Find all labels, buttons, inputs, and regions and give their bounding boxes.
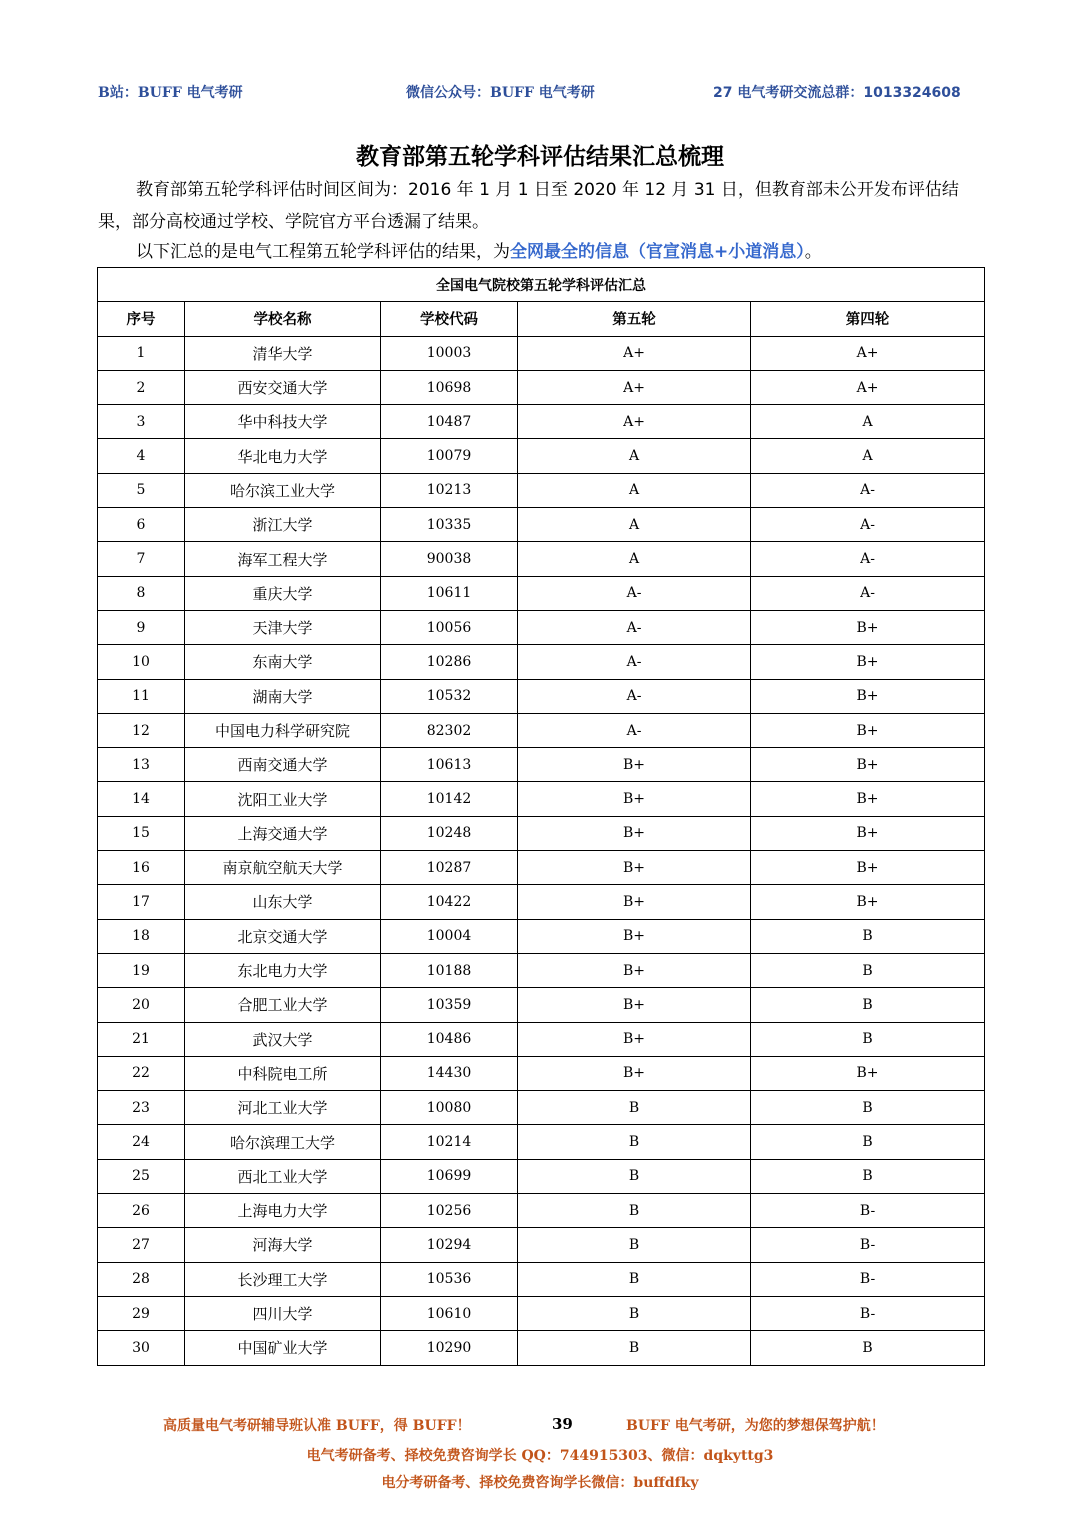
page-title: 教育部第五轮学科评估结果汇总梳理 bbox=[356, 144, 724, 170]
cell-round-4: B bbox=[751, 988, 985, 1022]
table-caption-row bbox=[98, 268, 985, 302]
cell-round-4: B- bbox=[751, 1228, 985, 1262]
cell-school-code: 10422 bbox=[381, 885, 518, 919]
table-row bbox=[98, 1091, 985, 1125]
cell-school-code: 10248 bbox=[381, 816, 518, 850]
cell-round-5: B+ bbox=[518, 816, 751, 850]
cell-index: 6 bbox=[98, 508, 185, 542]
table-row bbox=[98, 645, 985, 679]
cell-round-5: B+ bbox=[518, 885, 751, 919]
cell-school-name: 海军工程大学 bbox=[185, 542, 381, 576]
cell-index: 23 bbox=[98, 1091, 185, 1125]
cell-round-5: A- bbox=[518, 713, 751, 747]
cell-school-code: 10213 bbox=[381, 473, 518, 507]
cell-school-code: 10359 bbox=[381, 988, 518, 1022]
cell-school-code: 10286 bbox=[381, 645, 518, 679]
table-row bbox=[98, 713, 985, 747]
header-school-code: 学校代码 bbox=[381, 302, 518, 336]
cell-round-4: B+ bbox=[751, 885, 985, 919]
cell-round-4: B bbox=[751, 1091, 985, 1125]
cell-round-5: B+ bbox=[518, 851, 751, 885]
cell-school-name: 天津大学 bbox=[185, 610, 381, 644]
table-row bbox=[98, 439, 985, 473]
table-row bbox=[98, 782, 985, 816]
cell-round-5: B bbox=[518, 1159, 751, 1193]
table-row bbox=[98, 370, 985, 404]
cell-school-name: 哈尔滨理工大学 bbox=[185, 1125, 381, 1159]
cell-round-4: B- bbox=[751, 1194, 985, 1228]
intro-highlight: 全网最全的信息（官宣消息+小道消息） bbox=[510, 242, 805, 262]
cell-school-code: 10256 bbox=[381, 1194, 518, 1228]
table-row bbox=[98, 1194, 985, 1228]
table-row bbox=[98, 1056, 985, 1090]
cell-round-4: A+ bbox=[751, 370, 985, 404]
cell-school-code: 10294 bbox=[381, 1228, 518, 1262]
cell-index: 20 bbox=[98, 988, 185, 1022]
cell-school-name: 浙江大学 bbox=[185, 508, 381, 542]
cell-school-code: 10699 bbox=[381, 1159, 518, 1193]
cell-school-code: 10004 bbox=[381, 919, 518, 953]
cell-index: 3 bbox=[98, 405, 185, 439]
cell-round-4: B+ bbox=[751, 713, 985, 747]
table-row bbox=[98, 816, 985, 850]
cell-school-name: 华北电力大学 bbox=[185, 439, 381, 473]
header-round-4: 第四轮 bbox=[751, 302, 985, 336]
cell-index: 16 bbox=[98, 851, 185, 885]
cell-round-4: A- bbox=[751, 542, 985, 576]
cell-round-5: B bbox=[518, 1125, 751, 1159]
cell-round-4: B+ bbox=[751, 816, 985, 850]
intro-text: 以下汇总的是电气工程第五轮学科评估的结果，为 bbox=[136, 242, 510, 262]
cell-school-name: 河北工业大学 bbox=[185, 1091, 381, 1125]
cell-round-4: A bbox=[751, 405, 985, 439]
cell-index: 9 bbox=[98, 610, 185, 644]
footer-contact-wechat: 电分考研备考、择校免费咨询学长微信：buffdfky bbox=[381, 1475, 699, 1491]
cell-school-code: 10613 bbox=[381, 748, 518, 782]
cell-school-code: 14430 bbox=[381, 1056, 518, 1090]
cell-index: 26 bbox=[98, 1194, 185, 1228]
cell-round-4: B bbox=[751, 1022, 985, 1056]
cell-school-code: 10056 bbox=[381, 610, 518, 644]
cell-round-5: B bbox=[518, 1331, 751, 1365]
cell-index: 11 bbox=[98, 679, 185, 713]
cell-school-name: 重庆大学 bbox=[185, 576, 381, 610]
cell-round-5: A bbox=[518, 542, 751, 576]
cell-round-5: A bbox=[518, 439, 751, 473]
cell-school-name: 西南交通大学 bbox=[185, 748, 381, 782]
cell-school-code: 10610 bbox=[381, 1296, 518, 1330]
cell-school-name: 上海电力大学 bbox=[185, 1194, 381, 1228]
footer-slogan-left: 高质量电气考研辅导班认准 BUFF，得 BUFF！ bbox=[163, 1418, 471, 1434]
cell-school-name: 四川大学 bbox=[185, 1296, 381, 1330]
page-header bbox=[0, 82, 1080, 106]
cell-round-4: B+ bbox=[751, 748, 985, 782]
table-row bbox=[98, 610, 985, 644]
cell-round-4: B+ bbox=[751, 851, 985, 885]
table-row bbox=[98, 508, 985, 542]
cell-round-5: B+ bbox=[518, 1022, 751, 1056]
cell-school-code: 82302 bbox=[381, 713, 518, 747]
cell-round-5: A- bbox=[518, 645, 751, 679]
cell-round-5: B+ bbox=[518, 953, 751, 987]
footer-contact-qq: 电气考研备考、择校免费咨询学长 QQ：744915303、微信：dqkyttg3 bbox=[306, 1448, 774, 1464]
cell-round-5: A- bbox=[518, 610, 751, 644]
cell-index: 21 bbox=[98, 1022, 185, 1056]
evaluation-table bbox=[97, 267, 985, 1366]
cell-round-4: B+ bbox=[751, 645, 985, 679]
cell-round-5: A+ bbox=[518, 336, 751, 370]
cell-school-code: 10142 bbox=[381, 782, 518, 816]
table-row bbox=[98, 988, 985, 1022]
cell-school-name: 长沙理工大学 bbox=[185, 1262, 381, 1296]
cell-school-name: 清华大学 bbox=[185, 336, 381, 370]
cell-school-code: 10287 bbox=[381, 851, 518, 885]
table-caption: 全国电气院校第五轮学科评估汇总 bbox=[98, 268, 985, 302]
cell-index: 24 bbox=[98, 1125, 185, 1159]
cell-round-5: B bbox=[518, 1091, 751, 1125]
cell-school-code: 10290 bbox=[381, 1331, 518, 1365]
cell-school-code: 10536 bbox=[381, 1262, 518, 1296]
cell-school-code: 10003 bbox=[381, 336, 518, 370]
cell-round-4: A- bbox=[751, 508, 985, 542]
cell-round-4: B+ bbox=[751, 610, 985, 644]
cell-index: 27 bbox=[98, 1228, 185, 1262]
cell-school-name: 西北工业大学 bbox=[185, 1159, 381, 1193]
cell-round-5: A+ bbox=[518, 405, 751, 439]
cell-round-5: B bbox=[518, 1194, 751, 1228]
cell-school-name: 沈阳工业大学 bbox=[185, 782, 381, 816]
cell-round-4: B bbox=[751, 919, 985, 953]
cell-school-code: 10698 bbox=[381, 370, 518, 404]
cell-index: 12 bbox=[98, 713, 185, 747]
header-qq-group: 27 电气考研交流总群：1013324608 bbox=[713, 85, 961, 101]
cell-round-4: B bbox=[751, 1159, 985, 1193]
cell-round-4: A bbox=[751, 439, 985, 473]
cell-round-5: A- bbox=[518, 576, 751, 610]
intro-suffix: 。 bbox=[804, 242, 822, 262]
page-number: 39 bbox=[552, 1415, 573, 1433]
cell-round-4: B+ bbox=[751, 1056, 985, 1090]
header-school-name: 学校名称 bbox=[185, 302, 381, 336]
cell-round-4: A- bbox=[751, 473, 985, 507]
cell-school-name: 合肥工业大学 bbox=[185, 988, 381, 1022]
cell-school-name: 北京交通大学 bbox=[185, 919, 381, 953]
cell-index: 1 bbox=[98, 336, 185, 370]
table-header-row bbox=[98, 302, 985, 336]
cell-round-5: B+ bbox=[518, 919, 751, 953]
table-row bbox=[98, 576, 985, 610]
cell-school-code: 10486 bbox=[381, 1022, 518, 1056]
cell-index: 13 bbox=[98, 748, 185, 782]
cell-school-name: 武汉大学 bbox=[185, 1022, 381, 1056]
cell-school-name: 南京航空航天大学 bbox=[185, 851, 381, 885]
footer-slogan-right: BUFF 电气考研，为您的梦想保驾护航！ bbox=[626, 1418, 885, 1434]
cell-school-name: 华中科技大学 bbox=[185, 405, 381, 439]
cell-round-4: B+ bbox=[751, 679, 985, 713]
header-bilibili: B站：BUFF 电气考研 bbox=[98, 85, 243, 101]
table-row bbox=[98, 953, 985, 987]
cell-round-5: A+ bbox=[518, 370, 751, 404]
cell-school-name: 山东大学 bbox=[185, 885, 381, 919]
table-row bbox=[98, 1228, 985, 1262]
cell-index: 14 bbox=[98, 782, 185, 816]
cell-index: 8 bbox=[98, 576, 185, 610]
table-row bbox=[98, 1296, 985, 1330]
cell-school-code: 10214 bbox=[381, 1125, 518, 1159]
cell-school-name: 中科院电工所 bbox=[185, 1056, 381, 1090]
table-row bbox=[98, 885, 985, 919]
cell-school-code: 10079 bbox=[381, 439, 518, 473]
header-index: 序号 bbox=[98, 302, 185, 336]
cell-round-5: B+ bbox=[518, 988, 751, 1022]
cell-index: 17 bbox=[98, 885, 185, 919]
footer-line-1 bbox=[0, 1415, 1080, 1437]
cell-index: 10 bbox=[98, 645, 185, 679]
cell-index: 18 bbox=[98, 919, 185, 953]
table-row bbox=[98, 748, 985, 782]
intro-paragraph-2 bbox=[98, 236, 984, 268]
cell-round-4: A- bbox=[751, 576, 985, 610]
table-row bbox=[98, 851, 985, 885]
cell-index: 2 bbox=[98, 370, 185, 404]
cell-round-5: A bbox=[518, 473, 751, 507]
cell-school-name: 西安交通大学 bbox=[185, 370, 381, 404]
table-row bbox=[98, 1125, 985, 1159]
cell-round-4: A+ bbox=[751, 336, 985, 370]
cell-index: 15 bbox=[98, 816, 185, 850]
cell-round-4: B- bbox=[751, 1262, 985, 1296]
table-row bbox=[98, 1262, 985, 1296]
cell-school-name: 中国电力科学研究院 bbox=[185, 713, 381, 747]
cell-school-name: 中国矿业大学 bbox=[185, 1331, 381, 1365]
cell-round-5: B bbox=[518, 1296, 751, 1330]
cell-round-4: B+ bbox=[751, 782, 985, 816]
cell-school-name: 哈尔滨工业大学 bbox=[185, 473, 381, 507]
table-row bbox=[98, 679, 985, 713]
cell-round-4: B bbox=[751, 953, 985, 987]
intro-paragraph-1: 教育部第五轮学科评估时间区间为：2016 年 1 月 1 日至 2020 年 12 月 31 日，但教育部未公开发布评估结果，部分高校通过学校、学院官方平台透漏了结果。 bbox=[98, 180, 959, 232]
cell-school-name: 上海交通大学 bbox=[185, 816, 381, 850]
cell-index: 22 bbox=[98, 1056, 185, 1090]
cell-school-name: 湖南大学 bbox=[185, 679, 381, 713]
cell-index: 4 bbox=[98, 439, 185, 473]
cell-round-4: B bbox=[751, 1331, 985, 1365]
cell-school-code: 10487 bbox=[381, 405, 518, 439]
cell-round-4: B bbox=[751, 1125, 985, 1159]
cell-school-name: 东南大学 bbox=[185, 645, 381, 679]
table-row bbox=[98, 1331, 985, 1365]
cell-index: 25 bbox=[98, 1159, 185, 1193]
cell-index: 7 bbox=[98, 542, 185, 576]
cell-index: 29 bbox=[98, 1296, 185, 1330]
cell-round-5: A- bbox=[518, 679, 751, 713]
cell-round-4: B- bbox=[751, 1296, 985, 1330]
cell-school-code: 10532 bbox=[381, 679, 518, 713]
cell-school-name: 河海大学 bbox=[185, 1228, 381, 1262]
cell-round-5: B bbox=[518, 1262, 751, 1296]
cell-school-code: 10335 bbox=[381, 508, 518, 542]
table-row bbox=[98, 405, 985, 439]
table-row bbox=[98, 473, 985, 507]
cell-index: 30 bbox=[98, 1331, 185, 1365]
table-row bbox=[98, 1159, 985, 1193]
cell-index: 19 bbox=[98, 953, 185, 987]
table-row bbox=[98, 542, 985, 576]
table-row bbox=[98, 336, 985, 370]
cell-school-code: 10611 bbox=[381, 576, 518, 610]
cell-round-5: B bbox=[518, 1228, 751, 1262]
cell-school-code: 10188 bbox=[381, 953, 518, 987]
header-wechat: 微信公众号：BUFF 电气考研 bbox=[406, 85, 595, 101]
cell-round-5: A bbox=[518, 508, 751, 542]
cell-school-code: 90038 bbox=[381, 542, 518, 576]
cell-round-5: B+ bbox=[518, 1056, 751, 1090]
header-round-5: 第五轮 bbox=[518, 302, 751, 336]
cell-round-5: B+ bbox=[518, 782, 751, 816]
cell-school-code: 10080 bbox=[381, 1091, 518, 1125]
table-row bbox=[98, 1022, 985, 1056]
cell-school-name: 东北电力大学 bbox=[185, 953, 381, 987]
table-row bbox=[98, 919, 985, 953]
cell-index: 5 bbox=[98, 473, 185, 507]
cell-round-5: B+ bbox=[518, 748, 751, 782]
cell-index: 28 bbox=[98, 1262, 185, 1296]
